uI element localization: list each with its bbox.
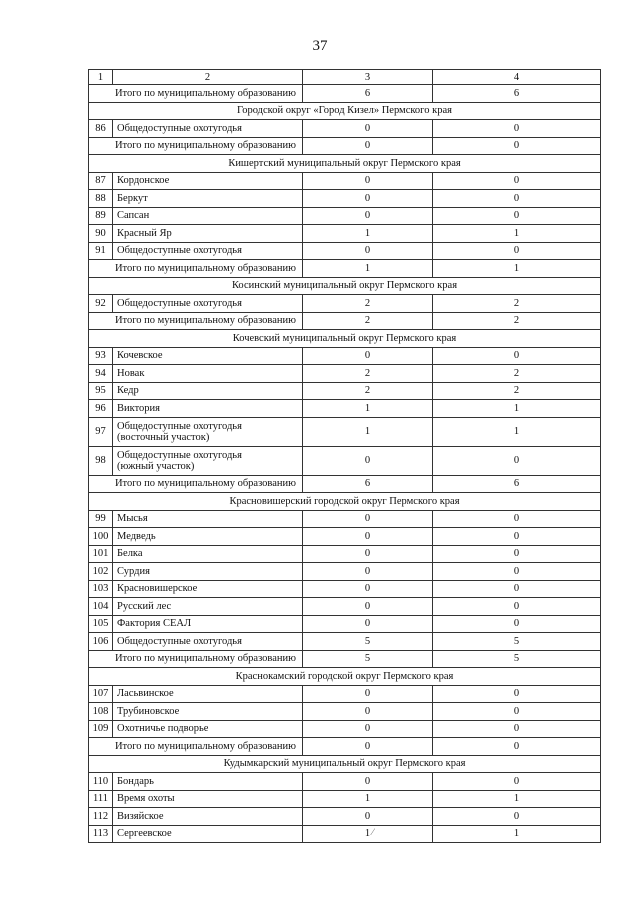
row-number: 86 — [89, 120, 113, 138]
row-number: 111 — [89, 790, 113, 808]
row-name: Белка — [113, 545, 303, 563]
row-number: 87 — [89, 172, 113, 190]
table-row — [89, 242, 601, 260]
table-row — [89, 417, 601, 446]
value-col-4: 0 — [433, 685, 601, 703]
value-col-3: 2 — [303, 382, 433, 400]
total-value-col-4: 6 — [433, 475, 601, 493]
value-col-3: 1 — [303, 825, 433, 843]
row-name-line-1: Общедоступные охотугодья — [117, 449, 242, 461]
total-row — [89, 85, 601, 103]
row-name: Общедоступные охотугодья — [113, 242, 303, 260]
section-title: Косинский муниципальный округ Пермского края — [89, 277, 601, 295]
row-name: Ласьвинское — [113, 685, 303, 703]
row-number: 99 — [89, 510, 113, 528]
total-label: Итого по муниципальному образованию — [89, 312, 303, 330]
table-row — [89, 598, 601, 616]
section-row — [89, 330, 601, 348]
row-name: Кочевское — [113, 347, 303, 365]
value-col-3: 1 — [303, 225, 433, 243]
table-row — [89, 207, 601, 225]
row-number: 109 — [89, 720, 113, 738]
value-col-3: 1 — [303, 417, 433, 446]
row-name: Кордонское — [113, 172, 303, 190]
row-number: 94 — [89, 365, 113, 383]
row-name — [113, 417, 303, 446]
section-row — [89, 493, 601, 511]
value-col-3: 0 — [303, 190, 433, 208]
value-col-3: 0 — [303, 615, 433, 633]
row-number: 106 — [89, 633, 113, 651]
row-number: 107 — [89, 685, 113, 703]
row-name: Охотничье подворье — [113, 720, 303, 738]
table-row — [89, 580, 601, 598]
row-name: Общедоступные охотугодья — [113, 295, 303, 313]
table-row — [89, 400, 601, 418]
total-value-col-4: 0 — [433, 738, 601, 756]
total-value-col-4: 0 — [433, 137, 601, 155]
row-number: 90 — [89, 225, 113, 243]
row-name: Визяйское — [113, 808, 303, 826]
value-col-4: 0 — [433, 703, 601, 721]
total-value-col-3: 0 — [303, 137, 433, 155]
section-row — [89, 102, 601, 120]
value-col-4: 0 — [433, 528, 601, 546]
section-row — [89, 277, 601, 295]
row-number: 97 — [89, 417, 113, 446]
table-row — [89, 633, 601, 651]
total-label: Итого по муниципальному образованию — [89, 137, 303, 155]
row-name: Беркут — [113, 190, 303, 208]
table-header-row — [89, 70, 601, 85]
total-value-col-3: 2 — [303, 312, 433, 330]
row-number: 101 — [89, 545, 113, 563]
total-row — [89, 137, 601, 155]
total-label: Итого по муниципальному образованию — [89, 650, 303, 668]
row-name: Фактория СЕАЛ — [113, 615, 303, 633]
table-row — [89, 225, 601, 243]
value-col-4: 0 — [433, 190, 601, 208]
row-name — [113, 446, 303, 475]
total-value-col-3: 6 — [303, 85, 433, 103]
table-row — [89, 685, 601, 703]
value-col-3: 0 — [303, 773, 433, 791]
header-col-1: 1 — [89, 70, 113, 85]
header-col-3: 3 — [303, 70, 433, 85]
row-name-line-1: Общедоступные охотугодья — [117, 420, 242, 432]
value-col-3: 0 — [303, 808, 433, 826]
section-title: Кочевский муниципальный округ Пермского края — [89, 330, 601, 348]
section-title: Кишертский муниципальный округ Пермского края — [89, 155, 601, 173]
total-value-col-3: 6 — [303, 475, 433, 493]
value-col-3: 2 — [303, 295, 433, 313]
row-number: 91 — [89, 242, 113, 260]
row-number: 113 — [89, 825, 113, 843]
table-row — [89, 510, 601, 528]
table-row — [89, 382, 601, 400]
row-name: Общедоступные охотугодья — [113, 120, 303, 138]
value-col-3: 2 — [303, 365, 433, 383]
total-value-col-4: 6 — [433, 85, 601, 103]
value-col-4: 2 — [433, 382, 601, 400]
table-row — [89, 790, 601, 808]
value-col-3: 1 — [303, 790, 433, 808]
row-number: 105 — [89, 615, 113, 633]
value-col-3: 0 — [303, 545, 433, 563]
row-name: Бондарь — [113, 773, 303, 791]
row-name: Сапсан — [113, 207, 303, 225]
row-name: Трубиновское — [113, 703, 303, 721]
table-row — [89, 365, 601, 383]
row-name: Красновишерское — [113, 580, 303, 598]
row-name-line-2: (восточный участок) — [117, 431, 210, 443]
value-col-3: 0 — [303, 598, 433, 616]
table-row — [89, 347, 601, 365]
value-col-4: 0 — [433, 242, 601, 260]
pen-mark: ⁄ — [372, 827, 374, 837]
row-name: Красный Яр — [113, 225, 303, 243]
value-col-4: 1 — [433, 400, 601, 418]
row-number: 92 — [89, 295, 113, 313]
row-number: 96 — [89, 400, 113, 418]
total-label: Итого по муниципальному образованию — [89, 738, 303, 756]
total-value-col-4: 5 — [433, 650, 601, 668]
row-number: 108 — [89, 703, 113, 721]
value-col-4: 0 — [433, 720, 601, 738]
table-row — [89, 172, 601, 190]
value-col-4: 1 — [433, 225, 601, 243]
row-number: 103 — [89, 580, 113, 598]
row-number: 98 — [89, 446, 113, 475]
row-name: Новак — [113, 365, 303, 383]
table-row — [89, 720, 601, 738]
total-value-col-3: 5 — [303, 650, 433, 668]
value-col-3: 5 — [303, 633, 433, 651]
page-number: 37 — [312, 38, 328, 54]
row-number: 88 — [89, 190, 113, 208]
table-row — [89, 825, 601, 843]
value-col-4: 1 — [433, 790, 601, 808]
row-name-line-2: (южный участок) — [117, 460, 195, 472]
value-col-4: 0 — [433, 808, 601, 826]
value-col-3: 0 — [303, 703, 433, 721]
table-row — [89, 528, 601, 546]
section-title: Городской округ «Город Кизел» Пермского края — [89, 102, 601, 120]
table-row — [89, 446, 601, 475]
header-col-2: 2 — [113, 70, 303, 85]
value-col-3: 0 — [303, 563, 433, 581]
value-col-3: 0 — [303, 720, 433, 738]
table-row — [89, 563, 601, 581]
section-title: Краснокамский городской округ Пермского края — [89, 668, 601, 686]
total-row — [89, 260, 601, 278]
value-col-4: 2 — [433, 365, 601, 383]
row-name: Общедоступные охотугодья — [113, 633, 303, 651]
row-number: 110 — [89, 773, 113, 791]
value-col-4: 0 — [433, 563, 601, 581]
value-col-3: 0 — [303, 510, 433, 528]
value-col-3: 0 — [303, 172, 433, 190]
value-col-4: 0 — [433, 120, 601, 138]
table-row — [89, 295, 601, 313]
value-col-4: 0 — [433, 510, 601, 528]
row-name: Виктория — [113, 400, 303, 418]
row-name: Кедр — [113, 382, 303, 400]
section-row — [89, 155, 601, 173]
row-name: Медведь — [113, 528, 303, 546]
total-label: Итого по муниципальному образованию — [89, 260, 303, 278]
total-value-col-4: 1 — [433, 260, 601, 278]
value-col-3: 0 — [303, 242, 433, 260]
row-number: 95 — [89, 382, 113, 400]
table-row — [89, 545, 601, 563]
value-col-4: 0 — [433, 446, 601, 475]
section-title: Кудымкарский муниципальный округ Пермского края — [89, 755, 601, 773]
value-col-4: 2 — [433, 295, 601, 313]
table-row — [89, 190, 601, 208]
value-col-4: 0 — [433, 545, 601, 563]
value-col-4: 0 — [433, 598, 601, 616]
row-number: 93 — [89, 347, 113, 365]
row-number: 89 — [89, 207, 113, 225]
total-row — [89, 738, 601, 756]
section-row — [89, 755, 601, 773]
header-col-4: 4 — [433, 70, 601, 85]
value-col-4: 0 — [433, 580, 601, 598]
table-row — [89, 773, 601, 791]
value-col-4: 0 — [433, 172, 601, 190]
value-col-4: 0 — [433, 615, 601, 633]
total-value-col-3: 0 — [303, 738, 433, 756]
total-value-col-3: 1 — [303, 260, 433, 278]
total-value-col-4: 2 — [433, 312, 601, 330]
row-name: Русский лес — [113, 598, 303, 616]
value-col-4: 0 — [433, 347, 601, 365]
value-col-3: 0 — [303, 207, 433, 225]
total-label: Итого по муниципальному образованию — [89, 85, 303, 103]
total-label: Итого по муниципальному образованию — [89, 475, 303, 493]
row-number: 112 — [89, 808, 113, 826]
section-title: Красновишерский городской округ Пермского края — [89, 493, 601, 511]
total-row — [89, 312, 601, 330]
table-row — [89, 120, 601, 138]
value-col-4: 5 — [433, 633, 601, 651]
row-name: Время охоты — [113, 790, 303, 808]
section-row — [89, 668, 601, 686]
value-col-4: 0 — [433, 773, 601, 791]
value-col-3: 0 — [303, 120, 433, 138]
table-row — [89, 703, 601, 721]
table-row — [89, 808, 601, 826]
row-name: Мысья — [113, 510, 303, 528]
table-row — [89, 615, 601, 633]
value-col-3: 0 — [303, 446, 433, 475]
row-name: Сурдия — [113, 563, 303, 581]
value-col-4: 0 — [433, 207, 601, 225]
total-row — [89, 650, 601, 668]
value-col-3: 0 — [303, 528, 433, 546]
row-number: 100 — [89, 528, 113, 546]
row-number: 102 — [89, 563, 113, 581]
value-col-3: 0 — [303, 580, 433, 598]
value-col-4: 1 — [433, 417, 601, 446]
row-number: 104 — [89, 598, 113, 616]
total-row — [89, 475, 601, 493]
value-col-3: 0 — [303, 347, 433, 365]
hunting-grounds-table — [88, 69, 601, 843]
value-col-3: 1 — [303, 400, 433, 418]
value-col-4: 1 — [433, 825, 601, 843]
row-name: Сергеевское — [113, 825, 303, 843]
value-col-3: 0 — [303, 685, 433, 703]
